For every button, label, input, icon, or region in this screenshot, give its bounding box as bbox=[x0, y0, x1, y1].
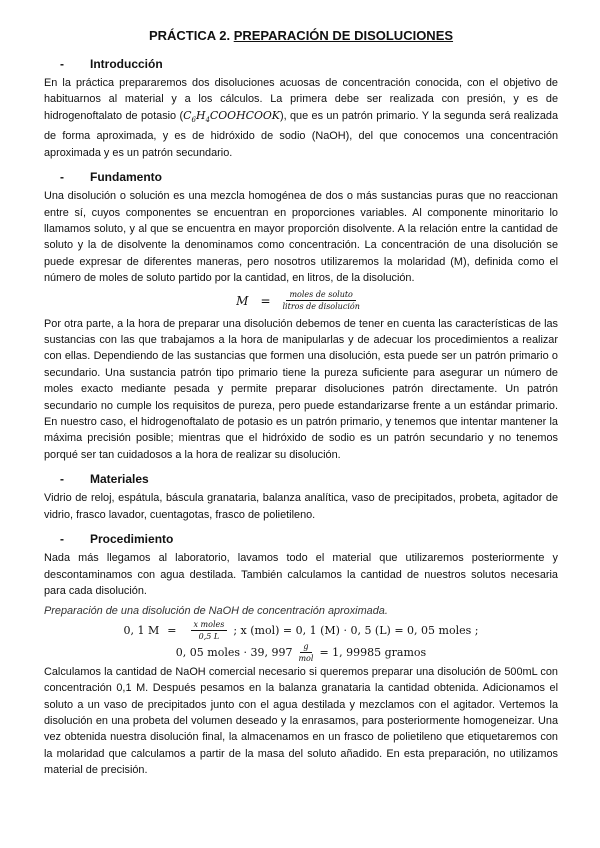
section-fundamento bbox=[44, 170, 558, 463]
molarity-formula bbox=[44, 288, 558, 314]
eq1-numerator: x moles bbox=[191, 620, 228, 631]
title-prefix: PRÁCTICA 2. bbox=[148, 28, 234, 43]
heading-text: Materiales bbox=[90, 472, 149, 487]
formula-denominator: litros de disolución bbox=[282, 302, 360, 312]
intro-text-after: ), que es un patrón primario. Y la segunda será realizada de forma aproximada, y es de hidróxido de sodio (NaOH), del que conocemos una concentración aproximada y es un patrón secundario. bbox=[44, 109, 558, 159]
eq1-denominator: 0,5 L bbox=[198, 632, 220, 642]
section-procedimiento bbox=[44, 532, 558, 778]
formula-sub-4: 4 bbox=[205, 115, 210, 124]
formula-lhs: M bbox=[236, 293, 249, 308]
heading-dash: - bbox=[60, 57, 64, 71]
eq2-rest: = 1, 99985 gramos bbox=[319, 646, 427, 660]
section-materiales bbox=[44, 472, 558, 523]
equation-2 bbox=[44, 642, 558, 664]
equation-1 bbox=[44, 620, 558, 642]
formula-rest: COOHCOOK bbox=[209, 108, 280, 122]
formula-numerator: moles de soluto bbox=[286, 290, 355, 301]
section-heading-introduccion bbox=[60, 57, 558, 71]
fundamento-paragraph-1: Una disolución o solución es una mezcla homogénea de dos o más sustancias puras que no reaccionan entre sí, cuyos componentes se encuentran en proporciones variables. Al componente minoritario lo llamamos soluto, y al que se encuentra en mayor proporción disolvente. A la relación entre la cantidad de soluto y la de disolvente la denominamos como concentración. La concentración de una disolución se puede expresar de diferentes maneras, pero nosotros utilizaremos la molaridad (M), definida como el número de moles de soluto partido por la cantidad, en litros, de la disolución. bbox=[44, 190, 558, 285]
formula-equals: = bbox=[260, 293, 271, 308]
chemical-formula bbox=[183, 109, 280, 122]
section-heading-materiales bbox=[60, 472, 558, 486]
title-underlined: PREPARACIÓN DE DISOLUCIONES bbox=[233, 28, 454, 43]
heading-dash: - bbox=[60, 472, 64, 487]
intro-paragraph bbox=[44, 75, 558, 161]
eq1-rest: ; x (mol) = 0, 1 (M) · 0, 5 (L) = 0, 05 moles ; bbox=[233, 624, 479, 638]
heading-text: Fundamento bbox=[90, 170, 162, 185]
formula-fraction bbox=[283, 290, 360, 311]
eq2-denominator: mol bbox=[298, 654, 314, 664]
heading-text: Introducción bbox=[90, 57, 163, 71]
eq2-numerator: g bbox=[300, 642, 311, 653]
materiales-paragraph: Vidrio de reloj, espátula, báscula granataria, balanza analítica, vaso de precipitados, probeta, agitador de vidrio, frasco lavador, cuentagotas, frasco de polietileno. bbox=[44, 492, 558, 521]
section-introduccion bbox=[44, 57, 558, 161]
formula-c: C bbox=[183, 108, 192, 122]
eq2-fraction bbox=[298, 642, 313, 663]
procedimiento-paragraph-2: Calculamos la cantidad de NaOH comercial necesario si queremos preparar una disolución de 500mL con concentración 0,1 M. Después pesamos en la balanza granataria la cantidad obtenida. Adicionamos el soluto a un vaso de precipitados junto con el agua destilada y mezclamos con el agitador. Vertemos la disolución en una probeta del volumen deseado y la enrasamos, para posteriormente homogeneizar. Una vez obtenida nuestra disolución final, la almacenamos en un frasco de polietileno que etiquetaremos con la molaridad que calculamos a partir de la masa del soluto añadido. En esta preparación, no utilizamos material de precisión. bbox=[44, 665, 558, 777]
formula-h: H bbox=[195, 108, 206, 122]
eq1-fraction bbox=[191, 620, 228, 641]
page-title bbox=[44, 28, 558, 43]
eq1-lhs: 0, 1 M bbox=[123, 624, 160, 638]
document-page bbox=[44, 28, 558, 788]
section-heading-fundamento bbox=[60, 170, 558, 184]
fundamento-paragraph-2: Por otra parte, a la hora de preparar una disolución debemos de tener en cuenta las características de las sustancias con las que trabajamos a la hora de manipularlas y de adecuar los procedimientos a realizar con ellas. Dependiendo de las sustancias que formen una disolución, esta puede ser un patrón primario o secundario. Una sustancia patrón tipo primario tiene la pureza suficiente para asegurar un número de moles exacto mediante pesada y permite preparar disoluciones patrón directamente. Un patrón secundario no cumple los requisitos de pureza, pero puede estandarizarse frente a un estándar primario. En nuestro caso, el hidrogenoftalato de potasio es un patrón primario, y tenemos que intentar mantener la máxima precisión posible; mientras que el hidróxido de sodio es un patrón secundario y no tenemos porqué ser tan cuidadosos a la hora de realizar su disolución. bbox=[44, 317, 558, 461]
eq1-equals: = bbox=[167, 624, 177, 638]
eq2-lhs: 0, 05 moles · 39, 997 bbox=[175, 646, 293, 660]
formula-sub-6: 6 bbox=[191, 115, 196, 124]
heading-dash: - bbox=[60, 170, 64, 185]
heading-text: Procedimiento bbox=[90, 532, 174, 547]
section-heading-procedimiento bbox=[60, 532, 558, 546]
procedimiento-paragraph-1: Nada más llegamos al laboratorio, lavamos todo el material que utilizaremos posteriormente y descontaminamos con agua destilada. También calculamos la cantidad de nuestros solutos necesaria para cada disolución. bbox=[44, 552, 558, 597]
intro-text-before: En la práctica prepararemos dos disoluciones acuosas de concentración conocida, con el objetivo de habituarnos al material y a los cálculos. La primera debe ser realizada con presión, y es de hidrogenoftalato de potasio ( bbox=[44, 77, 558, 122]
naoh-subheading: Preparación de una disolución de NaOH de concentración aproximada. bbox=[44, 605, 388, 618]
heading-dash: - bbox=[60, 532, 64, 547]
